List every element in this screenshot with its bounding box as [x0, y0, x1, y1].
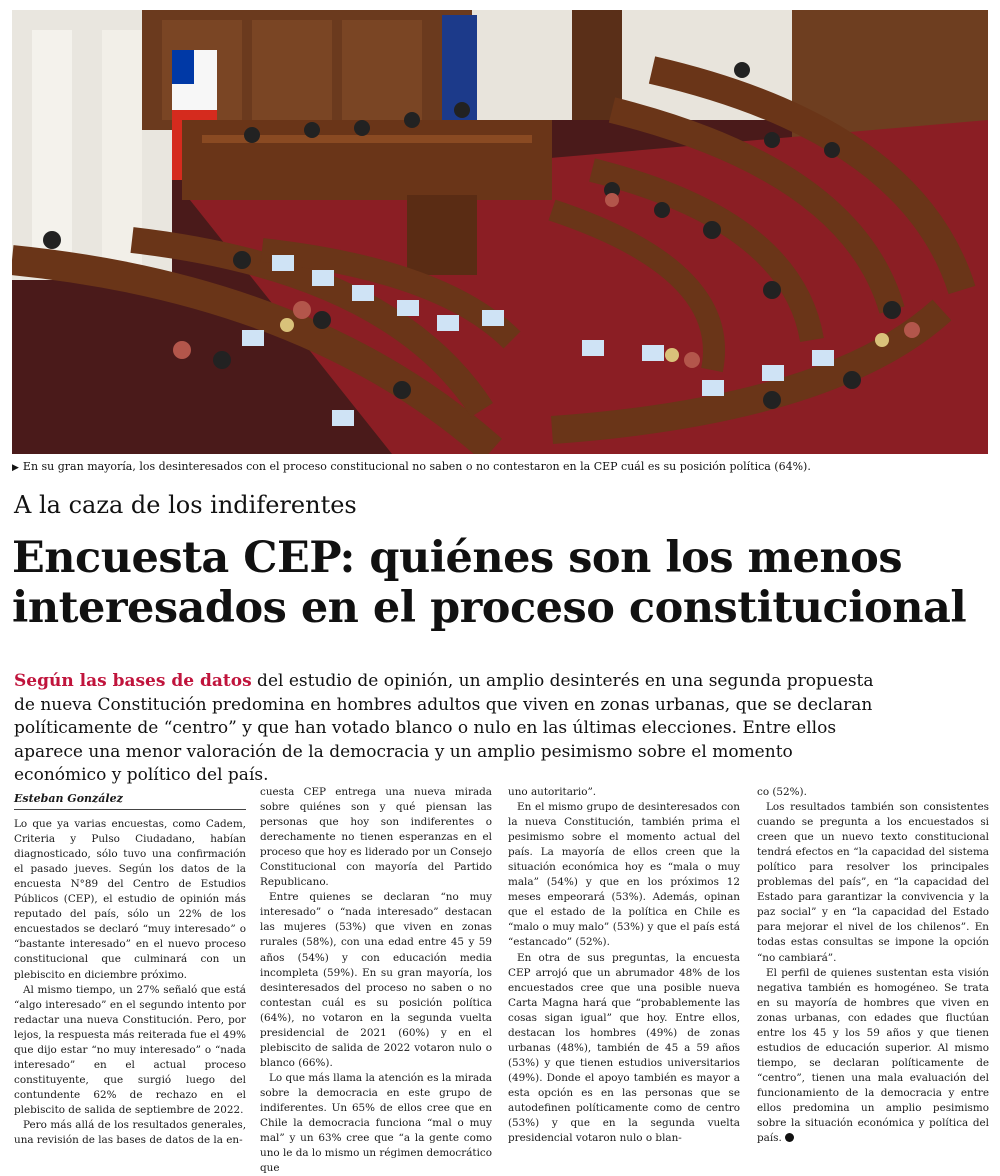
paragraph-text: El perfil de quienes sustentan esta visión negativa también es homogéneo. Se trata en su mayoría de hombres que viven en zonas urbanas, con edades que fluctúan entre los 45 y los 59 años y que tienen estudios de educación superior. Al mismo tiempo, se declaran políticamente de “centro”, tienen una mala evaluación del funcionamiento de la democracia y entre ellos predomina un amplio pesimismo sobre la situación económica y política del país.: [757, 966, 989, 1145]
photo-caption: [12, 460, 988, 473]
column-4: [757, 785, 989, 1146]
paragraph: co (52%).: [757, 786, 807, 798]
article-photo: [12, 10, 988, 454]
headline-line-1: Encuesta CEP: quiénes son los menos: [12, 533, 903, 583]
end-mark-icon: [785, 1133, 794, 1142]
lead-paragraph: [14, 670, 874, 788]
kicker: A la caza de los indiferentes: [14, 491, 357, 519]
paragraph: Lo que ya varias encuestas, como Cadem, Criteria y Pulso Ciudadano, habían diagnosticado, sólo tuvo una confirmación el pasado jueves. Según los datos de la encuesta N°89 del Centro de Estudios Públicos (CEP), el estudio de opinión más reputado del país, sólo un 22% de los encuestados se declaró “muy interesado” o “bastante interesado” en el nuevo proceso constitucional que culminará con un plebiscito en diciembre próximo.: [14, 818, 246, 981]
lead-highlight: Según las bases de datos: [14, 671, 252, 691]
chamber-photo-illustration: [12, 10, 988, 454]
paragraph: En el mismo grupo de desinteresados con la nueva Constitución, también prima el pesimismo sobre el momento actual del país. La mayoría de ellos creen que la situación económica hoy es “mala o muy mala” (54%) y que en los próximos 12 meses empeorará (53%). Además, opinan que el estado de la política en Chile es “malo o muy malo” (53%) y que el país está “estancado” (52%).: [508, 801, 740, 949]
column-3: [508, 785, 740, 1146]
column-2: [260, 785, 492, 1176]
column-1: [14, 785, 246, 1148]
byline: Esteban González: [14, 791, 246, 810]
paragraph: cuesta CEP entrega una nueva mirada sobre quiénes son y qué piensan las personas que hoy son indiferentes o derechamente no tienen esperanzas en el proceso que hoy es liderado por un Consejo Constitucional con mayoría del Partido Republicano.: [260, 786, 492, 889]
headline-line-2: interesados en el proceso constitucional: [12, 583, 967, 633]
lead-text: del estudio de opinión, un amplio desinterés en una segunda propuesta de nueva Constitución predomina en hombres adultos que viven en zonas urbanas, que se declaran políticamente de “centro” y que han votado blanco o nulo en las últimas elecciones. Entre ellos aparece una menor valoración de la democracia y un amplio pesimismo sobre el momento económico y político del país.: [14, 671, 874, 785]
caption-triangle-icon: ▶: [12, 463, 19, 473]
paragraph: Pero más allá de los resultados generales, una revisión de las bases de datos de la en-: [14, 1118, 246, 1147]
paragraph: Al mismo tiempo, un 27% señaló que está “algo interesado” en el segundo intento por redactar una nueva Constitución. Pero, por lejos, la respuesta más reiterada fue el 49% que dijo estar “no muy interesado” o “nada interesado” en el actual proceso constituyente, que surgió luego del contundente 62% de rechazo en el plebiscito de salida de septiembre de 2022.: [14, 983, 246, 1116]
headline: [12, 533, 992, 633]
caption-text: En su gran mayoría, los desinteresados con el proceso constitucional no saben o no contestaron en la CEP cuál es su posición política (64%).: [22, 460, 811, 473]
paragraph-last: [757, 966, 989, 1147]
paragraph: uno autoritario”.: [508, 786, 597, 798]
paragraph: Entre quienes se declaran “no muy interesado” o “nada interesado” destacan las mujeres (53%) que viven en zonas rurales (58%), con una edad entre 45 y 59 años (54%) y con educación media incompleta (59%). En su gran mayoría, los desinteresados del proceso no saben o no contestan cuál es su posición política (64%), no votaron en la segunda vuelta presidencial de 2021 (60%) y en el plebiscito de salida de 2022 votaron nulo o blanco (66%).: [260, 891, 492, 1069]
paragraph: Lo que más llama la atención es la mirada sobre la democracia en este grupo de indiferentes. Un 65% de ellos cree que en Chile la democracia funciona “mal o muy mal” y un 63% cree que “a la gente como uno le da lo mismo un régimen democrático que: [260, 1071, 492, 1175]
paragraph: Los resultados también son consistentes cuando se pregunta a los encuestados si creen que un nuevo texto constitucional tendrá efectos en “la capacidad del sistema político para resolver los principales problemas del país”, en “la capacidad del Estado para garantizar la convivencia y la paz social” y en “la capacidad del Estado para mejorar el nivel de los chilenos”. En todas estas consultas se impone la opción “no cambiará”.: [757, 801, 989, 964]
paragraph: En otra de sus preguntas, la encuesta CEP arrojó que un abrumador 48% de los encuestados cree que una posible nueva Carta Magna hará que “probablemente las cosas sigan igual” que hoy. Entre ellos, destacan los hombres (49%) de zonas urbanas (48%), también de 45 a 59 años (53%) y que tienen estudios universitarios (49%). Donde el apoyo también es mayor a esta opción es en las personas que se autodefinen políticamente como de centro (53%) y que en la segunda vuelta presidencial votaron nulo o blan-: [508, 951, 740, 1145]
